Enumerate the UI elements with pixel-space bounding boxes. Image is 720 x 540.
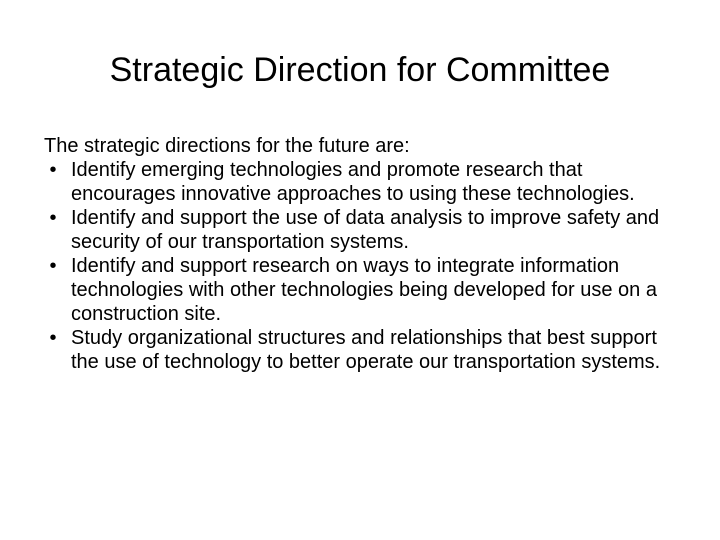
bullet-item [44, 254, 684, 326]
bullet-icon: • [49, 255, 57, 277]
bullet-item [44, 158, 684, 206]
bullet-text: Identify emerging technologies and promote research that encourages innovative approaches to using these technologies. [71, 159, 635, 205]
bullet-icon: • [49, 159, 57, 181]
bullet-list [44, 158, 684, 374]
bullet-item [44, 206, 684, 254]
intro-text: The strategic directions for the future are: [44, 135, 410, 157]
slide-title: Strategic Direction for Committee [109, 51, 611, 89]
bullet-icon: • [49, 207, 57, 229]
bullet-text: Identify and support the use of data analysis to improve safety and security of our transportation systems. [71, 207, 660, 253]
bullet-text: Study organizational structures and relationships that best support the use of technology to better operate our transportation systems. [71, 327, 661, 373]
bullet-icon: • [49, 327, 57, 349]
bullet-item [44, 326, 684, 374]
bullet-text: Identify and support research on ways to integrate information technologies with other technologies being developed for use on a construction site. [71, 255, 657, 325]
slide-body [44, 134, 684, 374]
